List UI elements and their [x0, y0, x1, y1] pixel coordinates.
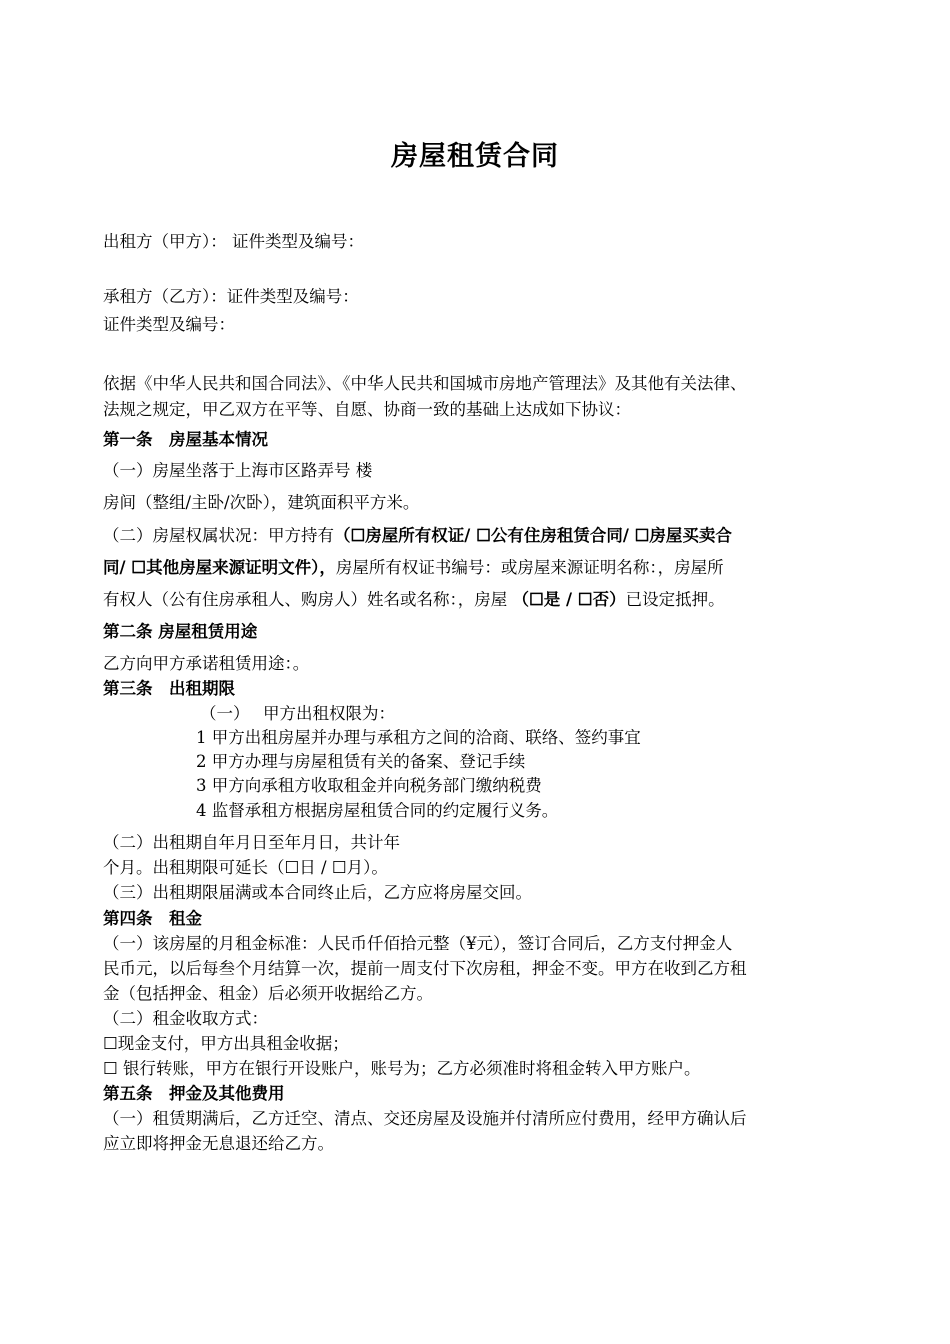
article-3-sub: （一） 甲方出租权限为：	[200, 704, 395, 723]
intro-line-1: 依据《中华人民共和国合同法》、《中华人民共和国城市房地产管理法》及其他有关法律、	[103, 374, 747, 393]
article-5-line-2: 应立即将押金无息退还给乙方。	[103, 1134, 334, 1153]
article-1-line-3	[103, 524, 732, 548]
article-1-line-1: （一）房屋坐落于上海市区路弄号 楼	[103, 461, 373, 480]
article-4-line-6: ☐ 银行转账，甲方在银行开设账户，账号为；乙方必须准时将租金转入甲方账户。	[103, 1059, 701, 1078]
article-4-line-1: （一）该房屋的月租金标准：人民币仟佰拾元整（¥元），签订合同后，乙方支付押金人	[103, 934, 733, 953]
article-3-line-3: 个月。出租期限可延长（☐日 / ☐月）。	[103, 858, 388, 877]
article-3-item-4: 4 监督承租方根据房屋租赁合同的约定履行义务。	[196, 801, 559, 820]
mortgage-text: 已设定抵押。	[625, 590, 725, 609]
article-2-line-1: 乙方向甲方承诺租赁用途：。	[103, 654, 310, 673]
article-3-line-2: （二）出租期自年月日至年月日，共计年	[103, 833, 400, 852]
mortgage-options: （☐是 / ☐否）	[512, 590, 626, 609]
lessor-line: 出租方（甲方）： 证件类型及编号：	[103, 232, 364, 251]
certificate-number: 房屋所有权证书编号：或房屋来源证明名称：，房屋所	[335, 558, 724, 577]
article-1-line-2: 房间（整组/主卧/次卧），建筑面积平方米。	[103, 493, 420, 512]
article-3-item-3: 3 甲方向承租方收取租金并向税务部门缴纳税费	[196, 776, 542, 795]
lessee-id-line: 证件类型及编号：	[103, 315, 235, 334]
owner-name: 有权人（公有住房承租人、购房人）姓名或名称：，房屋	[103, 590, 513, 609]
article-4-line-5: ☐现金支付，甲方出具租金收据；	[103, 1034, 349, 1053]
article-4-line-2: 民币元，以后每叁个月结算一次，提前一周支付下次房租，押金不变。甲方在收到乙方租	[103, 959, 747, 978]
article-1-heading: 第一条 房屋基本情况	[103, 430, 268, 449]
article-3-item-1: 1 甲方出租房屋并办理与承租方之间的洽商、联络、签约事宜	[196, 728, 641, 747]
ownership-options-cont: 同/ ☐其他房屋来源证明文件），	[103, 558, 336, 577]
article-1-line-4	[103, 556, 724, 580]
page-title: 房屋租赁合同	[391, 141, 559, 172]
article-4-line-4: （二）租金收取方式：	[103, 1009, 268, 1028]
article-4-line-3: 金（包括押金、租金）后必须开收据给乙方。	[103, 984, 433, 1003]
article-3-item-2: 2 甲方办理与房屋租赁有关的备案、登记手续	[196, 752, 526, 771]
article-5-heading: 第五条 押金及其他费用	[103, 1084, 285, 1103]
article-1-line-5	[103, 588, 725, 612]
article-2-heading: 第二条 房屋租赁用途	[103, 622, 258, 641]
ownership-label: （二）房屋权属状况：甲方持有	[103, 526, 334, 545]
article-3-heading: 第三条 出租期限	[103, 679, 235, 698]
ownership-options: （☐房屋所有权证/ ☐公有住房租赁合同/ ☐房屋买卖合	[334, 526, 732, 545]
article-4-heading: 第四条 租金	[103, 909, 202, 928]
article-5-line-1: （一）租赁期满后，乙方迁空、清点、交还房屋及设施并付清所应付费用，经甲方确认后	[103, 1109, 747, 1128]
intro-line-2: 法规之规定，甲乙双方在平等、自愿、协商一致的基础上达成如下协议：	[103, 400, 631, 419]
article-3-line-4: （三）出租期限届满或本合同终止后，乙方应将房屋交回。	[103, 883, 532, 902]
lessee-line: 承租方（乙方）：证件类型及编号：	[103, 287, 359, 306]
